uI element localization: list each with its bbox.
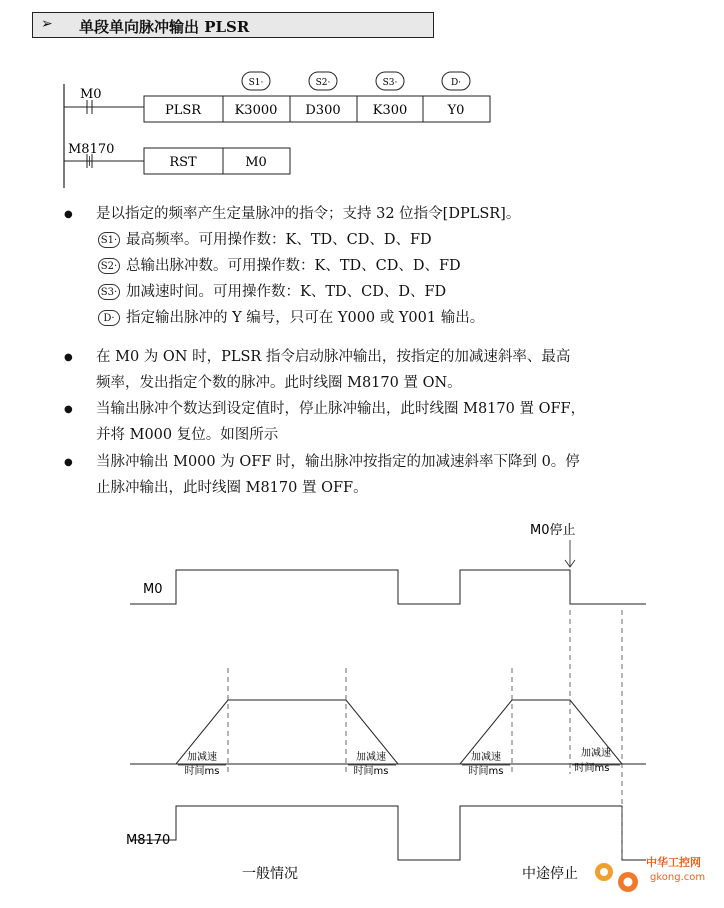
timing-diagram	[0, 510, 724, 908]
accel-label-1b: 时间ms	[184, 766, 220, 777]
instr-row1	[144, 96, 490, 122]
accel-label-3a: 加减速	[471, 752, 501, 763]
logo-url: gkong.com	[650, 872, 706, 883]
desc-b4-l1: 当脉冲输出 M000 为 OFF 时，输出脉冲按指定的加减速斜率下降到 0。停	[96, 454, 580, 470]
desc-s1: 最高频率。可用操作数：K、TD、CD、D、FD	[126, 232, 432, 248]
operand-s3-tag: S3·	[98, 284, 120, 300]
operand-d-tag: D·	[98, 310, 120, 326]
ladder-diagram	[0, 60, 724, 200]
bullet-dot: ●	[64, 457, 73, 468]
m0-stop-label: M0停止	[530, 523, 576, 538]
logo-cn: 中华工控网	[646, 856, 701, 869]
operand-s2-tag: S2·	[98, 258, 120, 274]
operand-tags	[242, 72, 470, 90]
desc-s2: 总输出脉冲数。可用操作数：K、TD、CD、D、FD	[126, 258, 461, 274]
accel-label-4b: 时间ms	[574, 763, 610, 774]
instr-m0: M0	[245, 155, 267, 170]
section-title: 单段单向脉冲输出 PLSR	[79, 18, 250, 36]
tag-s1: S1·	[248, 78, 264, 88]
m8170-signal-label: M8170	[126, 833, 171, 848]
instr-k300: K300	[372, 103, 408, 118]
operand-s1-tag: S1·	[98, 232, 120, 248]
instr-d300: D300	[305, 103, 341, 118]
desc-d: 指定输出脉冲的 Y 编号，只可在 Y000 或 Y001 输出。	[126, 310, 485, 326]
accel-label-3b: 时间ms	[468, 766, 504, 777]
desc-b3-l2: 并将 M000 复位。如图所示	[96, 427, 279, 443]
arrow-icon: ➢	[41, 16, 53, 32]
tag-s3: S3·	[382, 78, 398, 88]
desc-b4-l2: 止脉冲输出，此时线圈 M8170 置 OFF。	[96, 480, 368, 496]
instr-plsr: PLSR	[164, 103, 202, 118]
bullet-dot: ●	[64, 352, 73, 363]
accel-label-4a: 加减速	[581, 748, 611, 759]
general-case-label: 一般情况	[242, 866, 298, 882]
tag-d: D·	[450, 78, 462, 88]
desc-s3: 加减速时间。可用操作数：K、TD、CD、D、FD	[126, 284, 447, 300]
bullet-dot: ●	[64, 404, 73, 415]
accel-label-2b: 时间ms	[353, 766, 389, 777]
tag-s2: S2·	[315, 78, 331, 88]
bullet-dot: ●	[64, 209, 73, 220]
instr-y0: Y0	[447, 103, 465, 118]
desc-b2-l2: 频率，发出指定个数的脉冲。此时线圈 M8170 置 ON。	[96, 375, 462, 391]
instr-rst: RST	[169, 155, 197, 170]
contact-m8170-label: M8170	[68, 142, 115, 157]
desc-b3-l1: 当输出脉冲个数达到设定值时，停止脉冲输出，此时线圈 M8170 置 OFF，	[96, 401, 586, 417]
contact-m0-label: M0	[80, 87, 102, 102]
gkong-logo	[595, 855, 705, 892]
desc-b2-l1: 在 M0 为 ON 时，PLSR 指令启动脉冲输出，按指定的加减速斜率、最高	[96, 349, 571, 365]
m0-signal-label: M0	[143, 582, 163, 597]
midstop-case-label: 中途停止	[522, 866, 578, 882]
instr-row2	[144, 148, 290, 174]
instr-k3000: K3000	[234, 103, 278, 118]
desc-line-1: 是以指定的频率产生定量脉冲的指令；支持 32 位指令[DPLSR]。	[96, 206, 521, 222]
accel-label-2a: 加减速	[356, 752, 386, 763]
section-title-box	[32, 12, 434, 38]
accel-label-1a: 加减速	[187, 752, 217, 763]
